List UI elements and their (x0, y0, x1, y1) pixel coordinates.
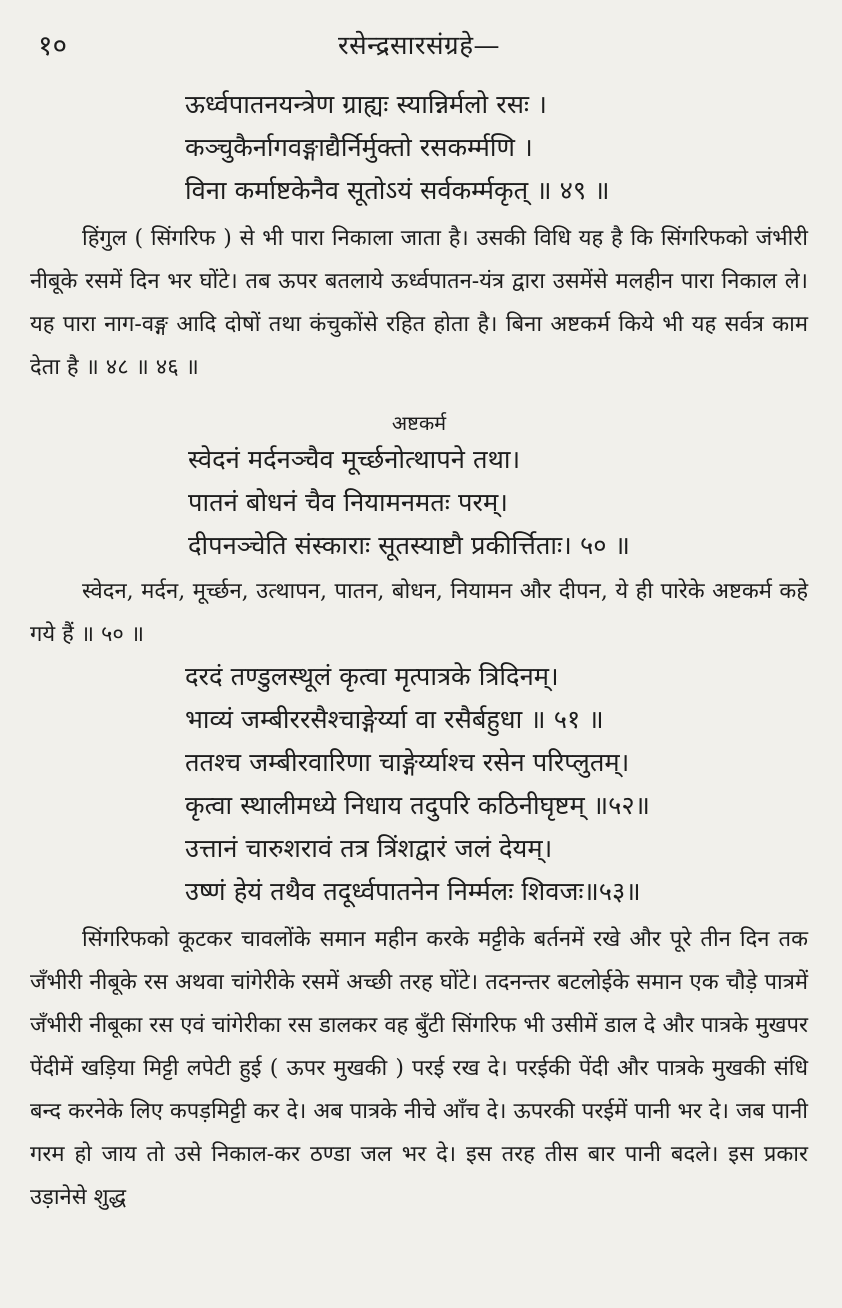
page-header (30, 24, 808, 72)
verse-line: पातनं बोधनं चैव नियामनमतः परम्। (188, 488, 508, 518)
verse-line: भाव्यं जम्बीररसैश्चाङ्गेर्य्या वा रसैर्बहुधा ॥ ५१ ॥ (185, 705, 604, 735)
page-number: १० (38, 29, 68, 62)
verse-line: ततश्च जम्बीरवारिणा चाङ्गेर्य्याश्च रसेन परिप्लुतम्। (185, 748, 630, 778)
verse-line: कृत्वा स्थालीमध्ये निधाय तदुपरि कठिनीघृष्टम् ॥५२॥ (185, 791, 650, 821)
commentary-paragraph-48-49: हिंगुल ( सिंगरिफ ) से भी पारा निकाला जाता है। उसकी विधि यह है कि सिंगरिफको जंभीरी नीबूके रसमें दिन भर घोंटे। तब ऊपर बतलाये ऊर्ध्वपातन-यंत्र द्वारा उसमेंसे मलहीन पारा निकाल ले। यह पारा नाग-वङ्ग आदि दोषों तथा कंचुकोंसे रहित होता है। बिना अष्टकर्म किये भी यह सर्वत्र काम देता है ॥ ४८ ॥ ४६ ॥ (30, 226, 808, 380)
section-heading: अष्टकर्म (391, 411, 447, 435)
commentary-paragraph-50: स्वेदन, मर्दन, मूर्च्छन, उत्थापन, पातन, बोधन, नियामन और दीपन, ये ही पारेके अष्टकर्म कहे गये हैं ॥ ५० ॥ (30, 579, 808, 647)
verse-line: ऊर्ध्वपातनयन्त्रेण ग्राह्यः स्यान्निर्मलो रसः । (185, 90, 547, 120)
verse-block-49 (185, 84, 808, 213)
verse-line: दरदं तण्डुलस्थूलं कृत्वा मृत्पात्रके त्रिदिनम्। (185, 662, 559, 692)
verse-line: विना कर्माष्टकेनैव सूतोऽयं सर्वकर्म्मकृत् ॥ ४९ ॥ (185, 176, 610, 206)
commentary-paragraph-51-53: सिंगरिफको कूटकर चावलोंके समान महीन करके मट्टीके बर्तनमें रखे और पूरे तीन दिन तक जँभीरी नीबूके रस अथवा चांगेरीके रसमें अच्छी तरह घोंटे। तदनन्तर बटलोईके समान एक चौड़े पात्रमें जँभीरी नीबूका रस एवं चांगेरीका रस डालकर वह बुँटी सिंगरिफ भी उसीमें डाल दे और पात्रके मुखपर पेंदीमें खड़िया मिट्टी लपेटी हुई ( ऊपर मुखकी ) परई रख दे। परईकी पेंदी और पात्रके मुखकी संधि बन्द करनेके लिए कपड़मिट्टी कर दे। अब पात्रके नीचे आँच दे। ऊपरकी परईमें पानी भर दे। जब पानी गरम हो जाय तो उसे निकाल-कर ठण्डा जल भर दे। इस तरह तीस बार पानी बदले। इस प्रकार उड़ानेसे शुद्ध (30, 927, 808, 1210)
running-title: रसेन्द्रसारसंग्रहे— (337, 31, 501, 61)
verse-block-50 (188, 439, 808, 568)
verse-line: स्वेदनं मर्दनञ्चैव मूर्च्छनोत्थापने तथा। (188, 445, 521, 475)
verse-line: उष्णं हेयं तथैव तदूर्ध्वपातनेन निर्म्मलः शिवजः॥५३॥ (185, 877, 641, 907)
verse-block-51-53 (185, 656, 808, 914)
verse-line: कञ्चुकैर्नागवङ्गाद्यैर्निर्मुक्तो रसकर्म्मणि । (185, 133, 533, 163)
verse-line: उत्तानं चारुशरावं तत्र त्रिंशद्वारं जलं देयम्। (185, 834, 553, 864)
verse-line: दीपनञ्चेति संस्काराः सूतस्याष्टौ प्रकीर्त्तिताः। ५० ॥ (188, 531, 630, 561)
